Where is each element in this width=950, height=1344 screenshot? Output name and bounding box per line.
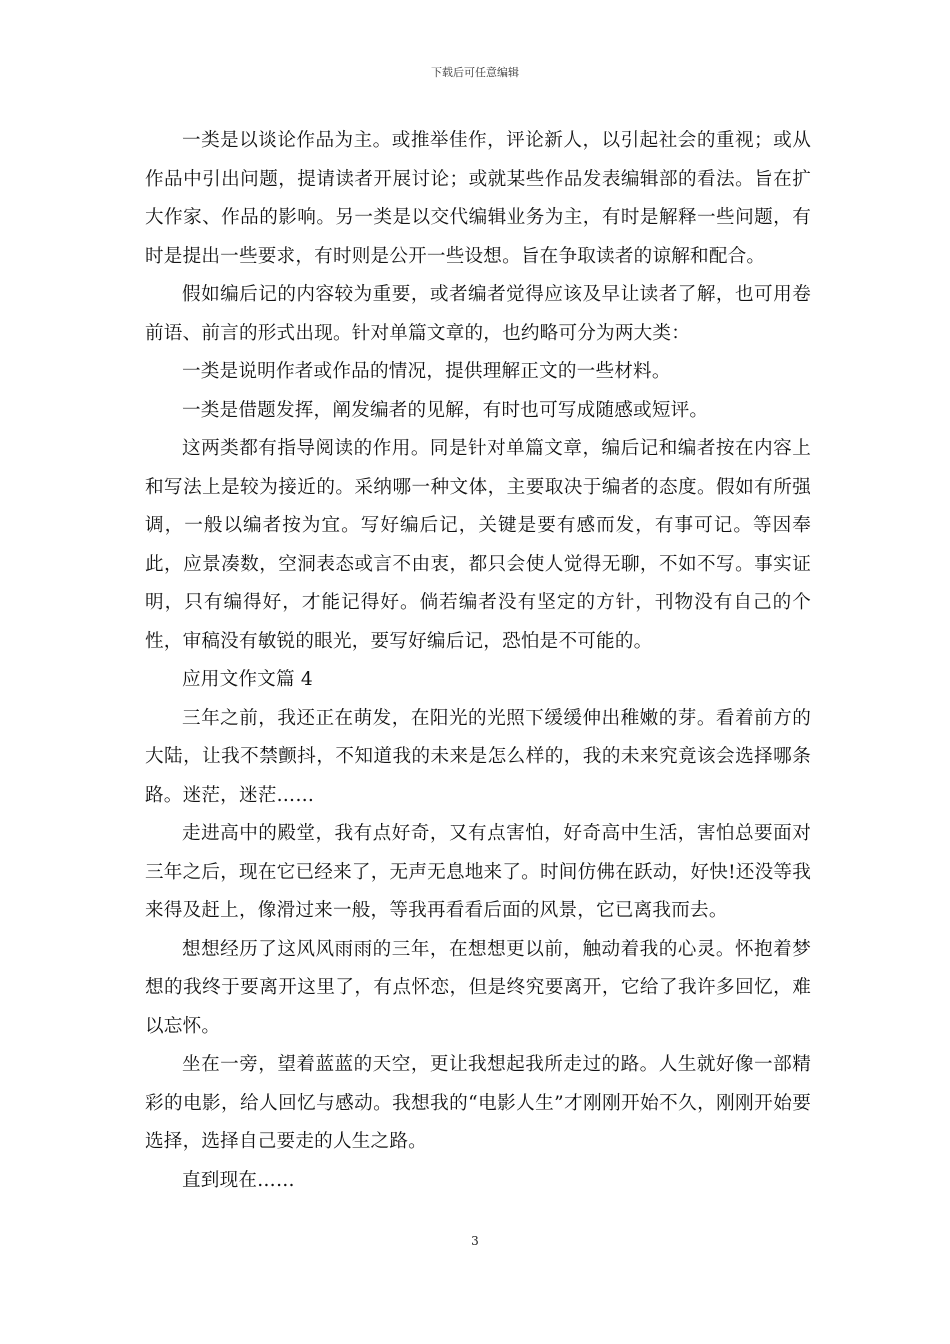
document-body	[145, 122, 811, 1200]
paragraph: 坐在一旁，望着蓝蓝的天空，更让我想起我所走过的路。人生就好像一部精彩的电影，给人回忆与感动。我想我的“电影人生”才刚刚开始不久，刚刚开始要选择，选择自己要走的人生之路。	[145, 1054, 811, 1152]
paragraph: 一类是说明作者或作品的情况，提供理解正文的一些材料。	[182, 361, 671, 382]
paragraph: 想想经历了这风风雨雨的三年，在想想更以前，触动着我的心灵。怀抱着梦想的我终于要离开这里了，有点怀恋，但是终究要离开，它给了我许多回忆，难以忘怀。	[145, 938, 811, 1037]
paragraph: 走进高中的殿堂，我有点好奇，又有点害怕，好奇高中生活，害怕总要面对三年之后，现在它已经来了，无声无息地来了。时间仿佛在跃动，好快!还没等我来得及赶上，像滑过来一般，等我再看看后面的风景，它已离我而去。	[145, 823, 811, 921]
paragraph: 这两类都有指导阅读的作用。同是针对单篇文章，编后记和编者按在内容上和写法上是较为接近的。采纳哪一种文体，主要取决于编者的态度。假如有所强调，一般以编者按为宜。写好编后记，关键是要有感而发，有事可记。等因奉此，应景凑数，空洞表态或言不由衷，都只会使人觉得无聊，不如不写。事实证明，只有编得好，才能记得好。倘若编者没有坚定的方针，刊物没有自己的个性，审稿没有敏锐的眼光，要写好编后记，恐怕是不可能的。	[145, 438, 811, 652]
paragraph: 一类是借题发挥，阐发编者的见解，有时也可写成随感或短评。	[182, 399, 709, 421]
paragraph: 假如编后记的内容较为重要，或者编者觉得应该及早让读者了解，也可用卷前语、前言的形式出现。针对单篇文章的，也约略可分为两大类：	[145, 284, 811, 344]
paragraph: 一类是以谈论作品为主。或推举佳作，评论新人，以引起社会的重视；或从作品中引出问题，提请读者开展讨论；或就某些作品发表编辑部的看法。旨在扩大作家、作品的影响。另一类是以交代编辑业务为主，有时是解释一些问题，有时是提出一些要求，有时则是公开一些设想。旨在争取读者的谅解和配合。	[145, 130, 811, 267]
page-header: 下载后可任意编辑	[431, 66, 519, 79]
page-number: 3	[471, 1234, 479, 1248]
section-heading: 应用文作文篇 4	[182, 669, 313, 690]
paragraph: 直到现在……	[182, 1169, 295, 1191]
paragraph: 三年之前，我还正在萌发，在阳光的光照下缓缓伸出稚嫩的芽。看着前方的大陆，让我不禁颤抖，不知道我的未来是怎么样的，我的未来究竟该会选择哪条路。迷茫，迷茫……	[145, 707, 811, 806]
